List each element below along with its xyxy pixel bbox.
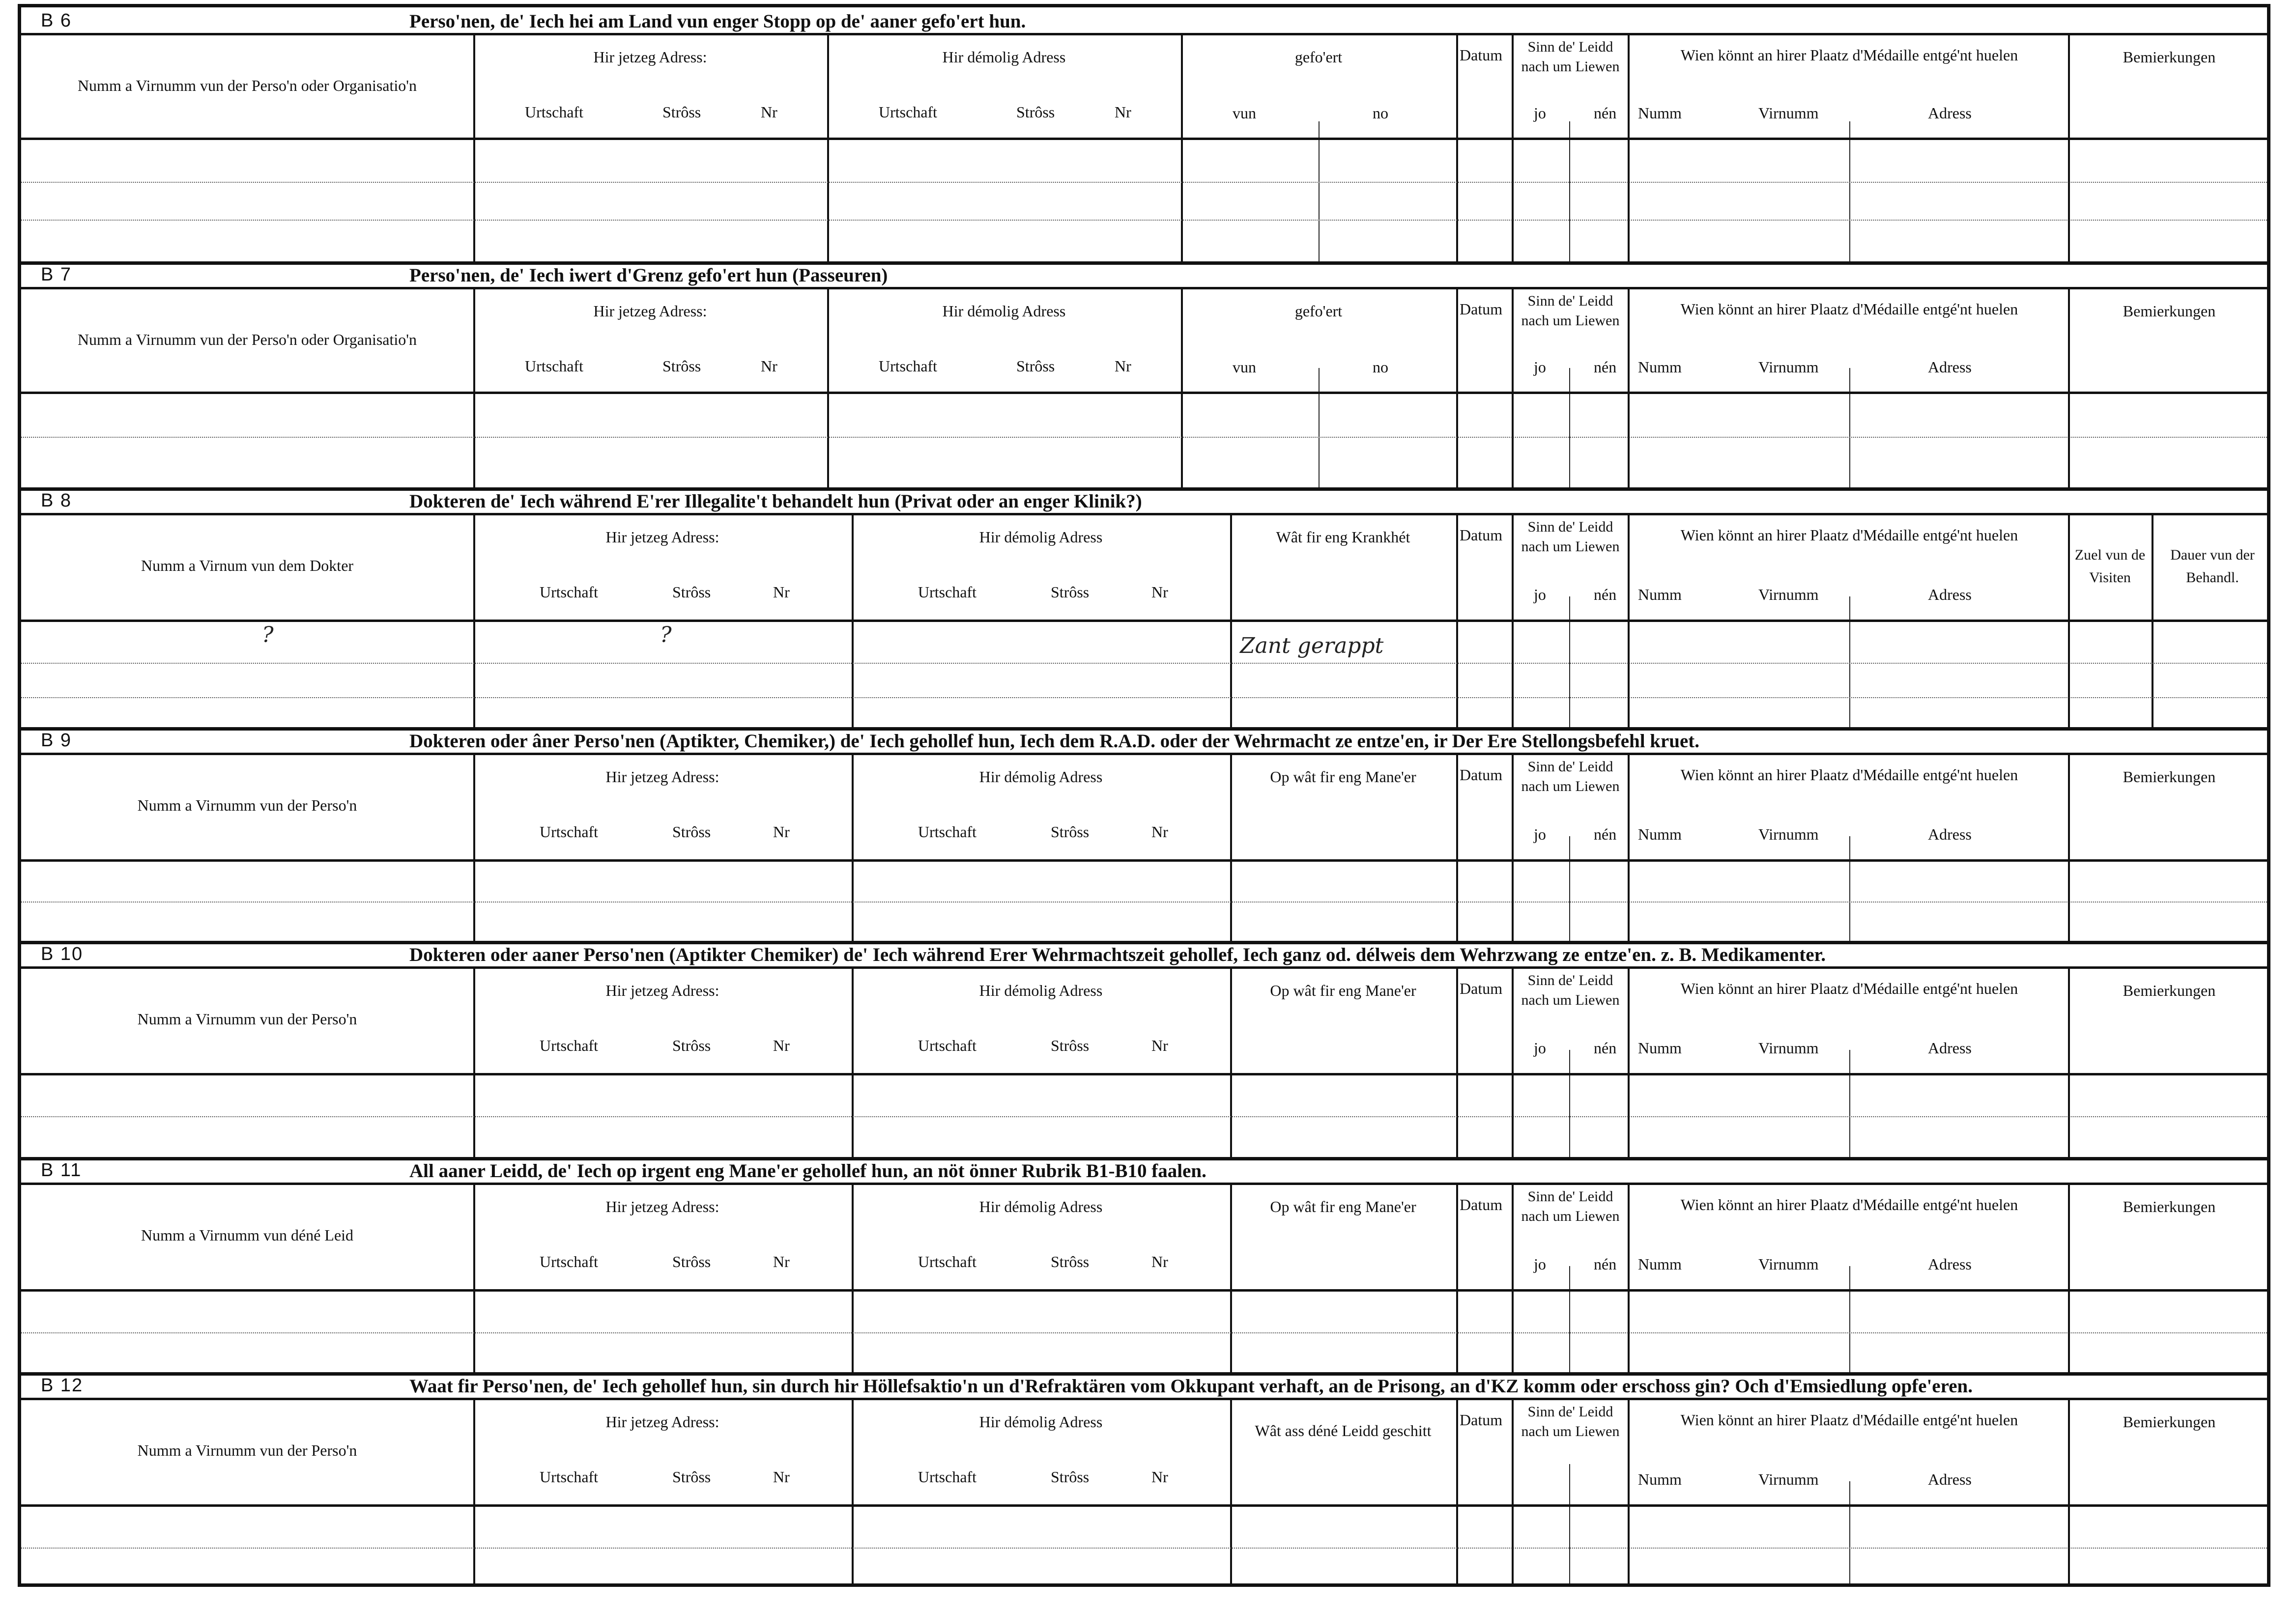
locality-label: Urtschaft: [918, 1253, 977, 1270]
date-label: Datum: [1460, 46, 1503, 64]
illness-label: Wât fir eng Krankhét: [1276, 528, 1410, 546]
street-label: Strôss: [1051, 583, 1090, 601]
number-label: Nr: [761, 357, 777, 375]
address-label: Adress: [1928, 586, 1972, 603]
section-b9: [21, 727, 2267, 941]
to-label: no: [1373, 104, 1388, 122]
section-b12: [21, 1372, 2267, 1583]
yes-label: jo: [1534, 104, 1546, 122]
section-code: B 12: [41, 1375, 84, 1396]
remarks-label: Bemierkungen: [2123, 1198, 2216, 1215]
surname-label: Numm: [1638, 104, 1682, 122]
no-label: nén: [1594, 104, 1617, 122]
firstname-label: Virnumm: [1758, 586, 1819, 603]
locality-label: Urtschaft: [918, 1037, 977, 1054]
surname-label: Numm: [1638, 586, 1682, 603]
section-b6: [21, 7, 2267, 261]
date-label: Datum: [1460, 300, 1503, 318]
surname-label: Numm: [1638, 1255, 1682, 1273]
no-label: nén: [1594, 825, 1617, 843]
firstname-label: Virnumm: [1758, 358, 1819, 376]
street-label: Strôss: [1051, 1468, 1090, 1486]
duration-label: Dauer vun der Behandl.: [2170, 547, 2255, 586]
former-address-label: Hir démolig Adress: [979, 528, 1103, 546]
section-table: [21, 1398, 2267, 1583]
address-label: Adress: [1928, 825, 1972, 843]
surname-label: Numm: [1638, 825, 1682, 843]
locality-label: Urtschaft: [918, 1468, 977, 1486]
number-label: Nr: [1115, 357, 1131, 375]
from-label: vun: [1233, 104, 1256, 122]
locality-label: Urtschaft: [879, 357, 938, 375]
section-header: [21, 727, 2267, 753]
alive-label: Sinn de' Leidd nach um Liewen: [1521, 972, 1620, 1008]
name-column-label: Numm a Virnumm vun der Perso'n: [137, 1010, 357, 1028]
section-code: B 8: [41, 490, 72, 511]
locality-label: Urtschaft: [918, 583, 977, 601]
from-label: vun: [1233, 358, 1256, 376]
section-table: [21, 753, 2267, 941]
section-code: B 11: [41, 1160, 82, 1181]
former-address-label: Hir démolig Adress: [979, 768, 1103, 786]
section-header: [21, 1372, 2267, 1398]
section-b7: [21, 261, 2267, 487]
date-label: Datum: [1460, 1196, 1503, 1213]
remarks-label: Bemierkungen: [2123, 982, 2216, 999]
street-label: Strôss: [1051, 823, 1090, 841]
remarks-label: Bemierkungen: [2123, 48, 2216, 66]
street-label: Strôss: [662, 357, 701, 375]
number-label: Nr: [1115, 103, 1131, 121]
former-address-label: Hir démolig Adress: [942, 302, 1066, 320]
current-address-label: Hir jetzeg Adress:: [605, 1413, 719, 1431]
current-address-label: Hir jetzeg Adress:: [593, 48, 707, 66]
locality-label: Urtschaft: [540, 823, 599, 841]
yes-label: jo: [1534, 1039, 1546, 1057]
yes-label: jo: [1534, 358, 1546, 376]
to-label: no: [1373, 358, 1388, 376]
firstname-label: Virnumm: [1758, 1255, 1819, 1273]
medal-label: Wien könnt an hirer Plaatz d'Médaille entgé'nt huelen: [1680, 300, 2018, 318]
surname-label: Numm: [1638, 1039, 1682, 1057]
section-table: [21, 33, 2267, 261]
section-title: Dokteren oder âner Perso'nen (Aptikter, Chemiker,) de' Iech gehollef hun, Iech dem R.A.D. oder der Wehrmacht ze entze'en, ir Der Ere Stellongsbefehl kruet.: [409, 731, 1700, 752]
current-address-label: Hir jetzeg Adress:: [593, 302, 707, 320]
section-table: [21, 513, 2267, 727]
street-label: Strôss: [672, 823, 711, 841]
name-column-label: Numm a Virnumm vun der Perso'n: [137, 796, 357, 814]
number-label: Nr: [1151, 1468, 1168, 1486]
no-label: nén: [1594, 586, 1617, 603]
section-table: [21, 1183, 2267, 1372]
yes-label: jo: [1534, 825, 1546, 843]
number-label: Nr: [1151, 823, 1168, 841]
alive-label: Sinn de' Leidd nach um Liewen: [1521, 293, 1620, 329]
section-b11: [21, 1157, 2267, 1372]
section-header: [21, 7, 2267, 33]
remarks-label: Bemierkungen: [2123, 1413, 2216, 1431]
number-label: Nr: [773, 1037, 790, 1054]
section-header: [21, 487, 2267, 513]
no-label: nén: [1594, 1039, 1617, 1057]
section-title: All aaner Leidd, de' Iech op irgent eng Mane'er gehollef hun, an nöt önner Rubrik B1-B10 faalen.: [409, 1160, 1206, 1182]
locality-label: Urtschaft: [918, 823, 977, 841]
locality-label: Urtschaft: [540, 1468, 599, 1486]
number-label: Nr: [1151, 583, 1168, 601]
medal-label: Wien könnt an hirer Plaatz d'Médaille entgé'nt huelen: [1680, 1196, 2018, 1213]
medal-label: Wien könnt an hirer Plaatz d'Médaille entgé'nt huelen: [1680, 1411, 2018, 1429]
alive-label: Sinn de' Leidd nach um Liewen: [1521, 519, 1620, 555]
alive-label: Sinn de' Leidd nach um Liewen: [1521, 1404, 1620, 1439]
number-label: Nr: [1151, 1253, 1168, 1270]
alive-label: Sinn de' Leidd nach um Liewen: [1521, 759, 1620, 794]
alive-label: Sinn de' Leidd nach um Liewen: [1521, 1188, 1620, 1224]
locality-label: Urtschaft: [540, 583, 599, 601]
firstname-label: Virnumm: [1758, 1470, 1819, 1488]
date-label: Datum: [1460, 766, 1503, 784]
name-column-label: Numm a Virnumm vun der Perso'n: [137, 1441, 357, 1459]
manner-label: Op wât fir eng Mane'er: [1270, 1198, 1416, 1215]
name-column-label: Numm a Virnumm vun déné Leid: [141, 1226, 354, 1244]
address-label: Adress: [1928, 1470, 1972, 1488]
section-title: Dokteren oder aaner Perso'nen (Aptikter Chemiker) de' Iech während Erer Wehrmachtszeit gehollef, Iech ganz od. délweis dem Wehrzwang ze entze'en. z. B. Medikamenter.: [409, 944, 1826, 965]
name-column-label: Numm a Virnumm vun der Perso'n oder Organisatio'n: [77, 77, 417, 94]
former-address-label: Hir démolig Adress: [979, 982, 1103, 999]
surname-label: Numm: [1638, 1470, 1682, 1488]
firstname-label: Virnumm: [1758, 1039, 1819, 1057]
medal-label: Wien könnt an hirer Plaatz d'Médaille entgé'nt huelen: [1680, 980, 2018, 997]
number-label: Nr: [761, 103, 777, 121]
street-label: Strôss: [1051, 1037, 1090, 1054]
current-address-label: Hir jetzeg Adress:: [605, 528, 719, 546]
section-title: Waat fir Perso'nen, de' Iech gehollef hun, sin durch hir Höllefsaktio'n un d'Refraktären vom Okkupant verhaft, an de Prisong, an d'KZ komm oder erschoss gin? Och d'Emsiedlung opfe'eren.: [409, 1376, 1973, 1397]
section-code: B 10: [41, 944, 84, 964]
former-address-label: Hir démolig Adress: [942, 48, 1066, 66]
name-column-label: Numm a Virnumm vun der Perso'n oder Organisatio'n: [77, 331, 417, 348]
no-label: nén: [1594, 1255, 1617, 1273]
street-label: Strôss: [1016, 357, 1055, 375]
street-label: Strôss: [672, 583, 711, 601]
section-title: Perso'nen, de' Iech hei am Land vun enger Stopp op de' aaner gefo'ert hun.: [409, 11, 1026, 32]
medal-label: Wien könnt an hirer Plaatz d'Médaille entgé'nt huelen: [1680, 766, 2018, 784]
number-label: Nr: [773, 1468, 790, 1486]
section-code: B 6: [41, 10, 72, 31]
number-label: Nr: [773, 823, 790, 841]
section-table: [21, 966, 2267, 1157]
medal-label: Wien könnt an hirer Plaatz d'Médaille entgé'nt huelen: [1680, 46, 2018, 64]
transported-label: gefo'ert: [1294, 48, 1343, 66]
address-label: Adress: [1928, 1255, 1972, 1273]
address-label: Adress: [1928, 1039, 1972, 1057]
surname-label: Numm: [1638, 358, 1682, 376]
section-title: Perso'nen, de' Iech iwert d'Grenz gefo'ert hun (Passeuren): [409, 265, 888, 286]
number-label: Nr: [1151, 1037, 1168, 1054]
remarks-label: Bemierkungen: [2123, 768, 2216, 786]
what-happened-label: Wât ass déné Leidd geschitt: [1255, 1422, 1432, 1439]
form-page: [18, 4, 2270, 1587]
current-address-label: Hir jetzeg Adress:: [605, 768, 719, 786]
street-label: Strôss: [672, 1253, 711, 1270]
firstname-label: Virnumm: [1758, 104, 1819, 122]
transported-label: gefo'ert: [1294, 302, 1343, 320]
yes-label: jo: [1534, 586, 1546, 603]
locality-label: Urtschaft: [879, 103, 938, 121]
address-label: Adress: [1928, 104, 1972, 122]
current-address-label: Hir jetzeg Adress:: [605, 982, 719, 999]
current-address-label: Hir jetzeg Adress:: [605, 1198, 719, 1215]
street-label: Strôss: [1051, 1253, 1090, 1270]
name-column-label: Numm a Virnum vun dem Dokter: [141, 557, 354, 574]
handwritten-name: ?: [262, 622, 274, 648]
locality-label: Urtschaft: [525, 103, 584, 121]
section-code: B 9: [41, 730, 72, 751]
section-header: [21, 261, 2267, 287]
handwritten-illness: Zant gerappt: [1240, 633, 1384, 658]
yes-label: jo: [1534, 1255, 1546, 1273]
firstname-label: Virnumm: [1758, 825, 1819, 843]
alive-label: Sinn de' Leidd nach um Liewen: [1521, 39, 1620, 75]
former-address-label: Hir démolig Adress: [979, 1198, 1103, 1215]
street-label: Strôss: [662, 103, 701, 121]
manner-label: Op wât fir eng Mane'er: [1270, 982, 1416, 999]
visits-label: Zuel vun de Visiten: [2074, 547, 2146, 586]
date-label: Datum: [1460, 1411, 1503, 1429]
section-title: Dokteren de' Iech während E'rer Illegalite't behandelt hun (Privat oder an enger Klinik?): [409, 491, 1142, 512]
section-b10: [21, 941, 2267, 1157]
locality-label: Urtschaft: [525, 357, 584, 375]
remarks-label: Bemierkungen: [2123, 302, 2216, 320]
locality-label: Urtschaft: [540, 1253, 599, 1270]
street-label: Strôss: [1016, 103, 1055, 121]
street-label: Strôss: [672, 1037, 711, 1054]
handwritten-address: ?: [660, 622, 672, 648]
section-code: B 7: [41, 264, 72, 285]
section-table: [21, 287, 2267, 487]
medal-label: Wien könnt an hirer Plaatz d'Médaille entgé'nt huelen: [1680, 526, 2018, 544]
number-label: Nr: [773, 1253, 790, 1270]
no-label: nén: [1594, 358, 1617, 376]
date-label: Datum: [1460, 980, 1503, 997]
number-label: Nr: [773, 583, 790, 601]
locality-label: Urtschaft: [540, 1037, 599, 1054]
former-address-label: Hir démolig Adress: [979, 1413, 1103, 1431]
section-header: [21, 1157, 2267, 1183]
date-label: Datum: [1460, 526, 1503, 544]
street-label: Strôss: [672, 1468, 711, 1486]
address-label: Adress: [1928, 358, 1972, 376]
manner-label: Op wât fir eng Mane'er: [1270, 768, 1416, 786]
section-header: [21, 941, 2267, 966]
section-b8: [21, 487, 2267, 727]
